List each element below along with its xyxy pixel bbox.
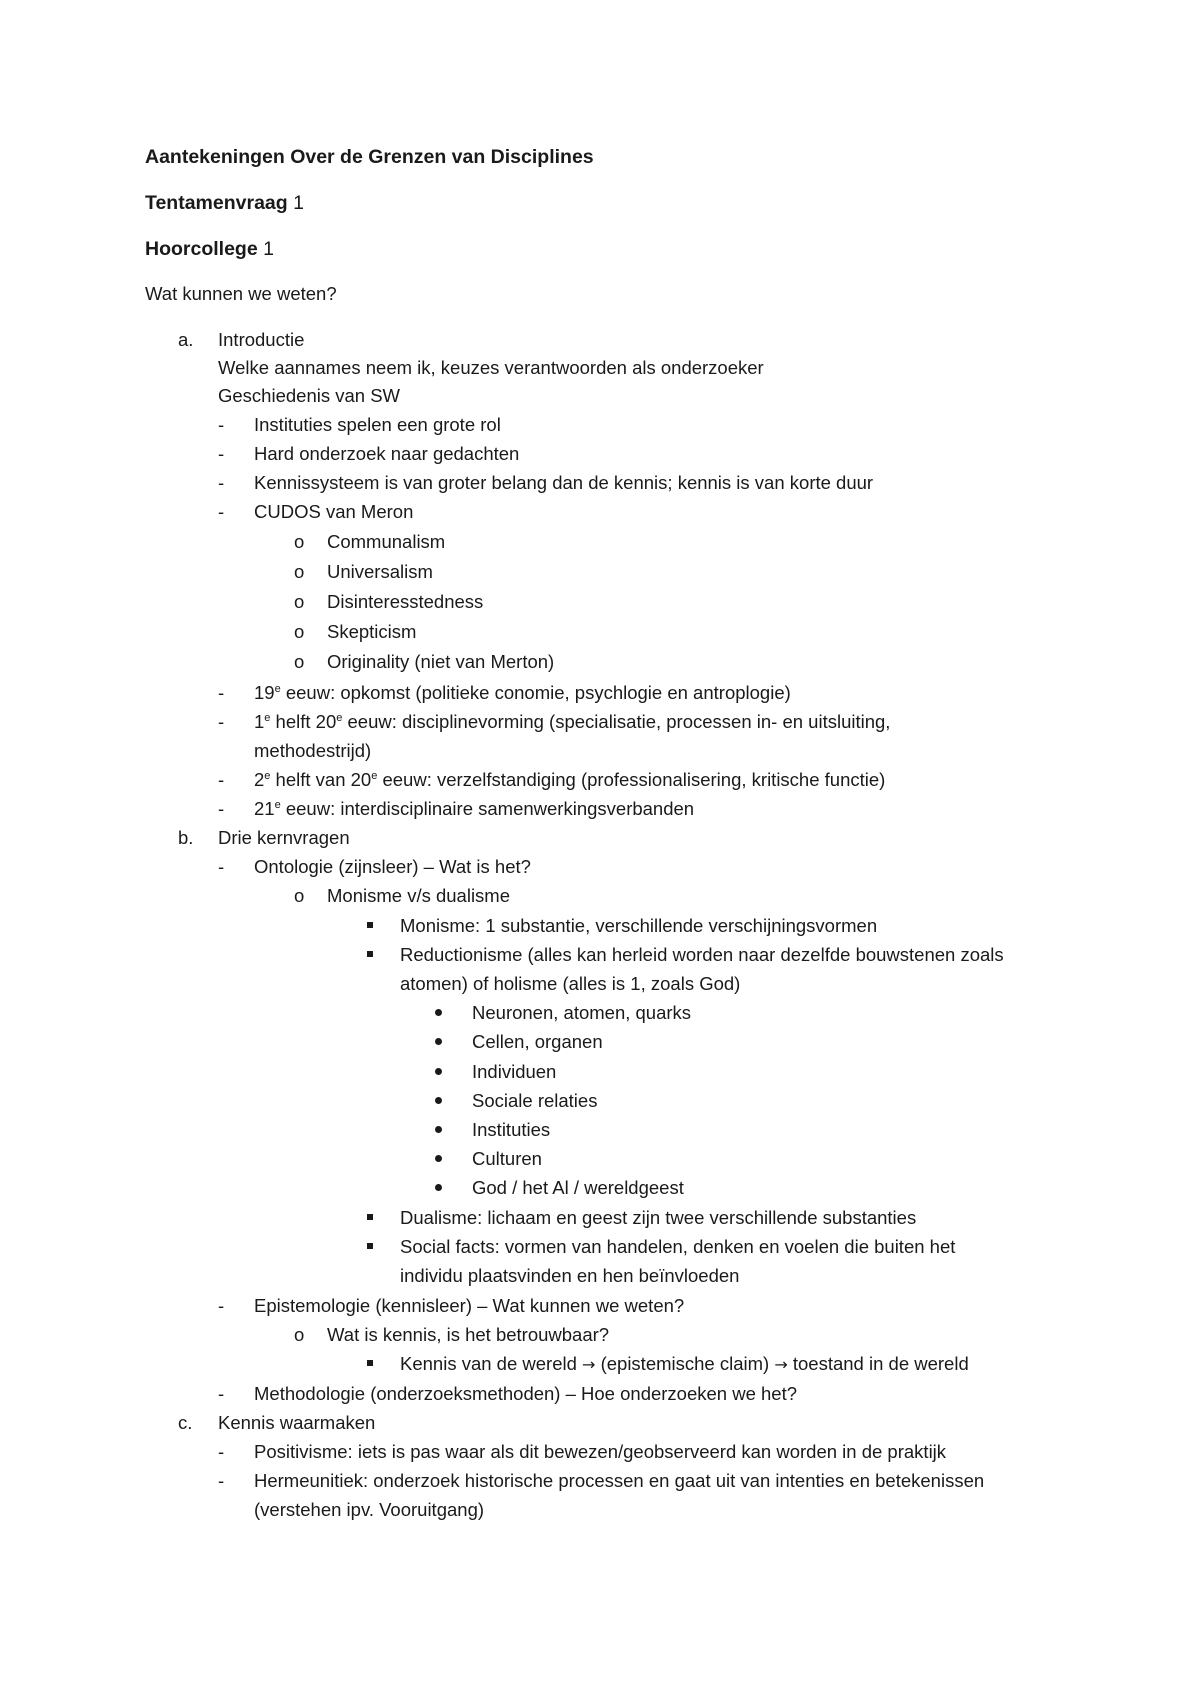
list-item: Kennissysteem is van groter belang dan de kennis; kennis is van korte duur — [254, 472, 874, 493]
square-bullet-icon — [367, 1360, 373, 1366]
history-num: 21 — [254, 798, 275, 819]
list-item: Reductionisme (alles kan herleid worden naar dezelfde bouwstenen zoals — [400, 944, 1004, 965]
dash-marker: - — [218, 501, 225, 522]
history-sup: e — [336, 712, 343, 724]
round-bullet-icon — [435, 1184, 442, 1191]
o-marker: o — [294, 651, 305, 672]
claim-text: Kennis van de wereld — [400, 1353, 583, 1374]
section-b-marker: b. — [178, 827, 194, 848]
square-bullet-icon — [367, 1243, 373, 1249]
list-item: Universalism — [327, 561, 433, 582]
list-item: Instituties — [472, 1119, 551, 1140]
list-item-continued: individu plaatsvinden en hen beïnvloeden — [400, 1265, 740, 1286]
list-item-continued: (verstehen ipv. Vooruitgang) — [254, 1499, 485, 1520]
list-item: Cellen, organen — [472, 1031, 603, 1052]
section-a-line: Geschiedenis van SW — [218, 385, 401, 406]
o-marker: o — [294, 1324, 305, 1345]
section-a-title: Introductie — [218, 329, 305, 350]
list-item: CUDOS van Meron — [254, 501, 414, 522]
list-item: Culturen — [472, 1148, 542, 1169]
list-item: Neuronen, atomen, quarks — [472, 1002, 692, 1023]
list-item: God / het Al / wereldgeest — [472, 1177, 684, 1198]
history-item-continued: methodestrijd) — [254, 740, 372, 761]
o-marker: o — [294, 591, 305, 612]
history-item — [254, 797, 694, 821]
o-marker: o — [294, 885, 305, 906]
history-item — [254, 768, 885, 792]
round-bullet-icon — [435, 1155, 442, 1162]
list-item: Communalism — [327, 531, 446, 552]
dash-marker: - — [218, 769, 225, 790]
history-item — [254, 681, 791, 705]
list-item: Instituties spelen een grote rol — [254, 414, 501, 435]
list-item: Epistemologie (kennisleer) – Wat kunnen we weten? — [254, 1295, 685, 1316]
claim-text: (epistemische claim) — [595, 1353, 775, 1374]
dash-marker: - — [218, 856, 225, 877]
section-a-line: Welke aannames neem ik, keuzes verantwoorden als onderzoeker — [218, 357, 764, 378]
history-text: eeuw: verzelfstandiging (professionalisering, kritische functie) — [377, 769, 886, 790]
history-num: 1 — [254, 711, 265, 732]
section-a-marker: a. — [178, 329, 194, 350]
dash-marker: - — [218, 798, 225, 819]
history-text: helft 20 — [270, 711, 337, 732]
lecture-number: 1 — [263, 238, 274, 260]
claim-text: toestand in de wereld — [787, 1353, 969, 1374]
dash-marker: - — [218, 472, 225, 493]
list-item: Positivisme: iets is pas waar als dit bewezen/geobserveerd kan worden in de praktijk — [254, 1441, 947, 1462]
lecture-heading — [145, 238, 274, 261]
history-sup: e — [371, 770, 378, 782]
history-text: eeuw: opkomst (politieke conomie, psychlogie en antroplogie) — [280, 682, 791, 703]
o-marker: o — [294, 621, 305, 642]
dash-marker: - — [218, 1383, 225, 1404]
history-sup: e — [274, 683, 281, 695]
round-bullet-icon — [435, 1009, 442, 1016]
dash-marker: - — [218, 1441, 225, 1462]
dash-marker: - — [218, 1470, 225, 1491]
history-text: helft van 20 — [270, 769, 372, 790]
dash-marker: - — [218, 1295, 225, 1316]
lecture-label: Hoorcollege — [145, 238, 258, 260]
history-text: eeuw: interdisciplinaire samenwerkingsverbanden — [280, 798, 695, 819]
square-bullet-icon — [367, 951, 373, 957]
history-sup: e — [264, 712, 271, 724]
square-bullet-icon — [367, 1214, 373, 1220]
list-item: Methodologie (onderzoeksmethoden) – Hoe onderzoeken we het? — [254, 1383, 798, 1404]
list-item: Ontologie (zijnsleer) – Wat is het? — [254, 856, 531, 877]
history-sup: e — [264, 770, 271, 782]
arrow-right-icon: → — [774, 1355, 788, 1374]
list-item — [400, 1352, 969, 1377]
list-item: Sociale relaties — [472, 1090, 598, 1111]
list-item: Originality (niet van Merton) — [327, 651, 555, 672]
history-text: eeuw: disciplinevorming (specialisatie, processen in- en uitsluiting, — [342, 711, 891, 732]
arrow-right-icon: → — [582, 1355, 596, 1374]
list-item: Hard onderzoek naar gedachten — [254, 443, 520, 464]
list-item: Individuen — [472, 1061, 557, 1082]
list-item-continued: atomen) of holisme (alles is 1, zoals God) — [400, 973, 741, 994]
section-b-title: Drie kernvragen — [218, 827, 350, 848]
section-c-marker: c. — [178, 1412, 193, 1433]
list-item: Social facts: vormen van handelen, denken en voelen die buiten het — [400, 1236, 956, 1257]
dash-marker: - — [218, 711, 225, 732]
intro-question: Wat kunnen we weten? — [145, 283, 337, 304]
dash-marker: - — [218, 443, 225, 464]
history-sup: e — [274, 799, 281, 811]
dash-marker: - — [218, 414, 225, 435]
exam-label: Tentamenvraag — [145, 192, 288, 214]
list-item: Disinteresstedness — [327, 591, 484, 612]
section-c-title: Kennis waarmaken — [218, 1412, 376, 1433]
list-item: Monisme v/s dualisme — [327, 885, 511, 906]
round-bullet-icon — [435, 1068, 442, 1075]
list-item: Dualisme: lichaam en geest zijn twee verschillende substanties — [400, 1207, 917, 1228]
history-num: 2 — [254, 769, 265, 790]
document-title: Aantekeningen Over de Grenzen van Disciplines — [145, 146, 594, 168]
round-bullet-icon — [435, 1126, 442, 1133]
exam-number: 1 — [293, 192, 304, 214]
square-bullet-icon — [367, 922, 373, 928]
list-item: Skepticism — [327, 621, 417, 642]
o-marker: o — [294, 531, 305, 552]
list-item: Wat is kennis, is het betrouwbaar? — [327, 1324, 610, 1345]
exam-question-heading — [145, 192, 304, 215]
dash-marker: - — [218, 682, 225, 703]
o-marker: o — [294, 561, 305, 582]
round-bullet-icon — [435, 1038, 442, 1045]
history-num: 19 — [254, 682, 275, 703]
round-bullet-icon — [435, 1097, 442, 1104]
list-item: Monisme: 1 substantie, verschillende verschijningsvormen — [400, 915, 878, 936]
history-item — [254, 710, 890, 734]
list-item: Hermeunitiek: onderzoek historische processen en gaat uit van intenties en betekenissen — [254, 1470, 985, 1491]
